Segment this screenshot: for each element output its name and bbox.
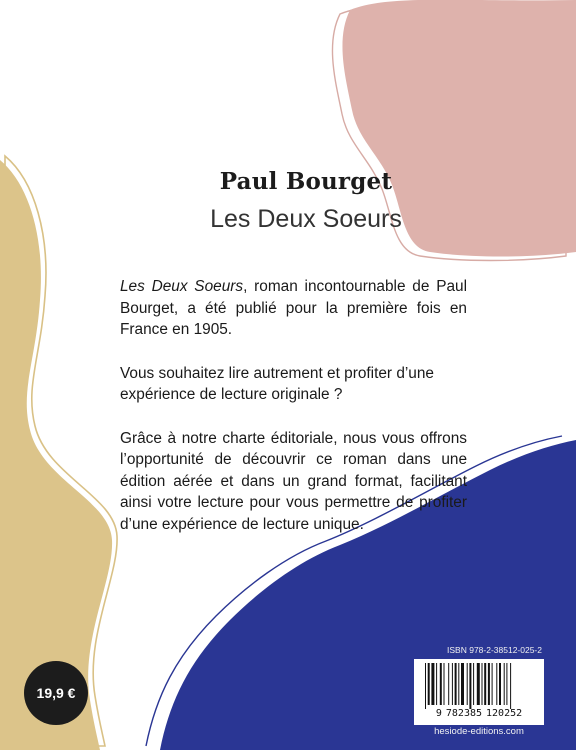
barcode-digit-first: 9 — [435, 708, 442, 719]
isbn-text: ISBN 978-2-38512-025-2 — [447, 645, 542, 655]
author-name: Paul Bourget — [219, 168, 393, 195]
barcode-bar — [504, 663, 505, 705]
barcode-bar — [425, 663, 426, 709]
blurb-title-italic: Les Deux Soeurs — [120, 278, 244, 295]
barcode-bar — [482, 663, 483, 705]
publisher-website: hesiode-editions.com — [434, 726, 524, 737]
barcode-bar — [467, 663, 468, 705]
barcode-bar — [448, 663, 449, 705]
barcode-bar — [510, 663, 511, 709]
barcode-bar — [499, 663, 501, 705]
barcode-bar — [477, 663, 480, 705]
barcode-bar — [492, 663, 493, 705]
price-badge — [24, 661, 88, 725]
barcode-group-left: 782385 — [445, 708, 483, 719]
book-title: Les Deux Soeurs — [210, 205, 402, 233]
barcode-bar — [428, 663, 430, 705]
barcode-bar — [473, 663, 474, 705]
barcode-bar — [444, 663, 445, 705]
barcode-bar — [461, 663, 464, 705]
barcode-bar — [452, 663, 453, 705]
barcode-bar — [455, 663, 457, 705]
barcode-bar — [458, 663, 459, 705]
barcode-bar — [496, 663, 497, 705]
barcode-bar — [436, 663, 437, 705]
barcode-bar — [469, 663, 471, 709]
barcode-group-right: 120252 — [486, 708, 523, 719]
barcode-digits — [414, 708, 544, 719]
blurb-paragraph-1-text: , roman incontournable de Paul Bourget, a été publié pour la première fois en France en 1905. — [120, 278, 467, 338]
blurb-paragraph-2: Vous souhaitez lire autrement et profiter d’une expérience de lecture originale ? — [120, 364, 434, 403]
back-cover-blurb — [120, 276, 467, 557]
price-text: 19,9 € — [36, 685, 76, 701]
barcode-bars — [423, 663, 535, 709]
barcode-bar — [484, 663, 486, 705]
blurb-paragraph-1 — [120, 276, 467, 341]
barcode-bar — [440, 663, 442, 705]
blurb-paragraph-3: Grâce à notre charte éditoriale, nous vous offrons l’opportunité de découvrir ce roman dans une édition aérée et dans un grand format, facilitant ainsi votre lecture pour vous permettre de profiter d’une expérience de lecture unique. — [120, 429, 467, 533]
barcode-bar — [506, 663, 507, 705]
barcode-bar — [431, 663, 434, 705]
barcode-bar — [488, 663, 490, 705]
barcode — [414, 659, 544, 725]
